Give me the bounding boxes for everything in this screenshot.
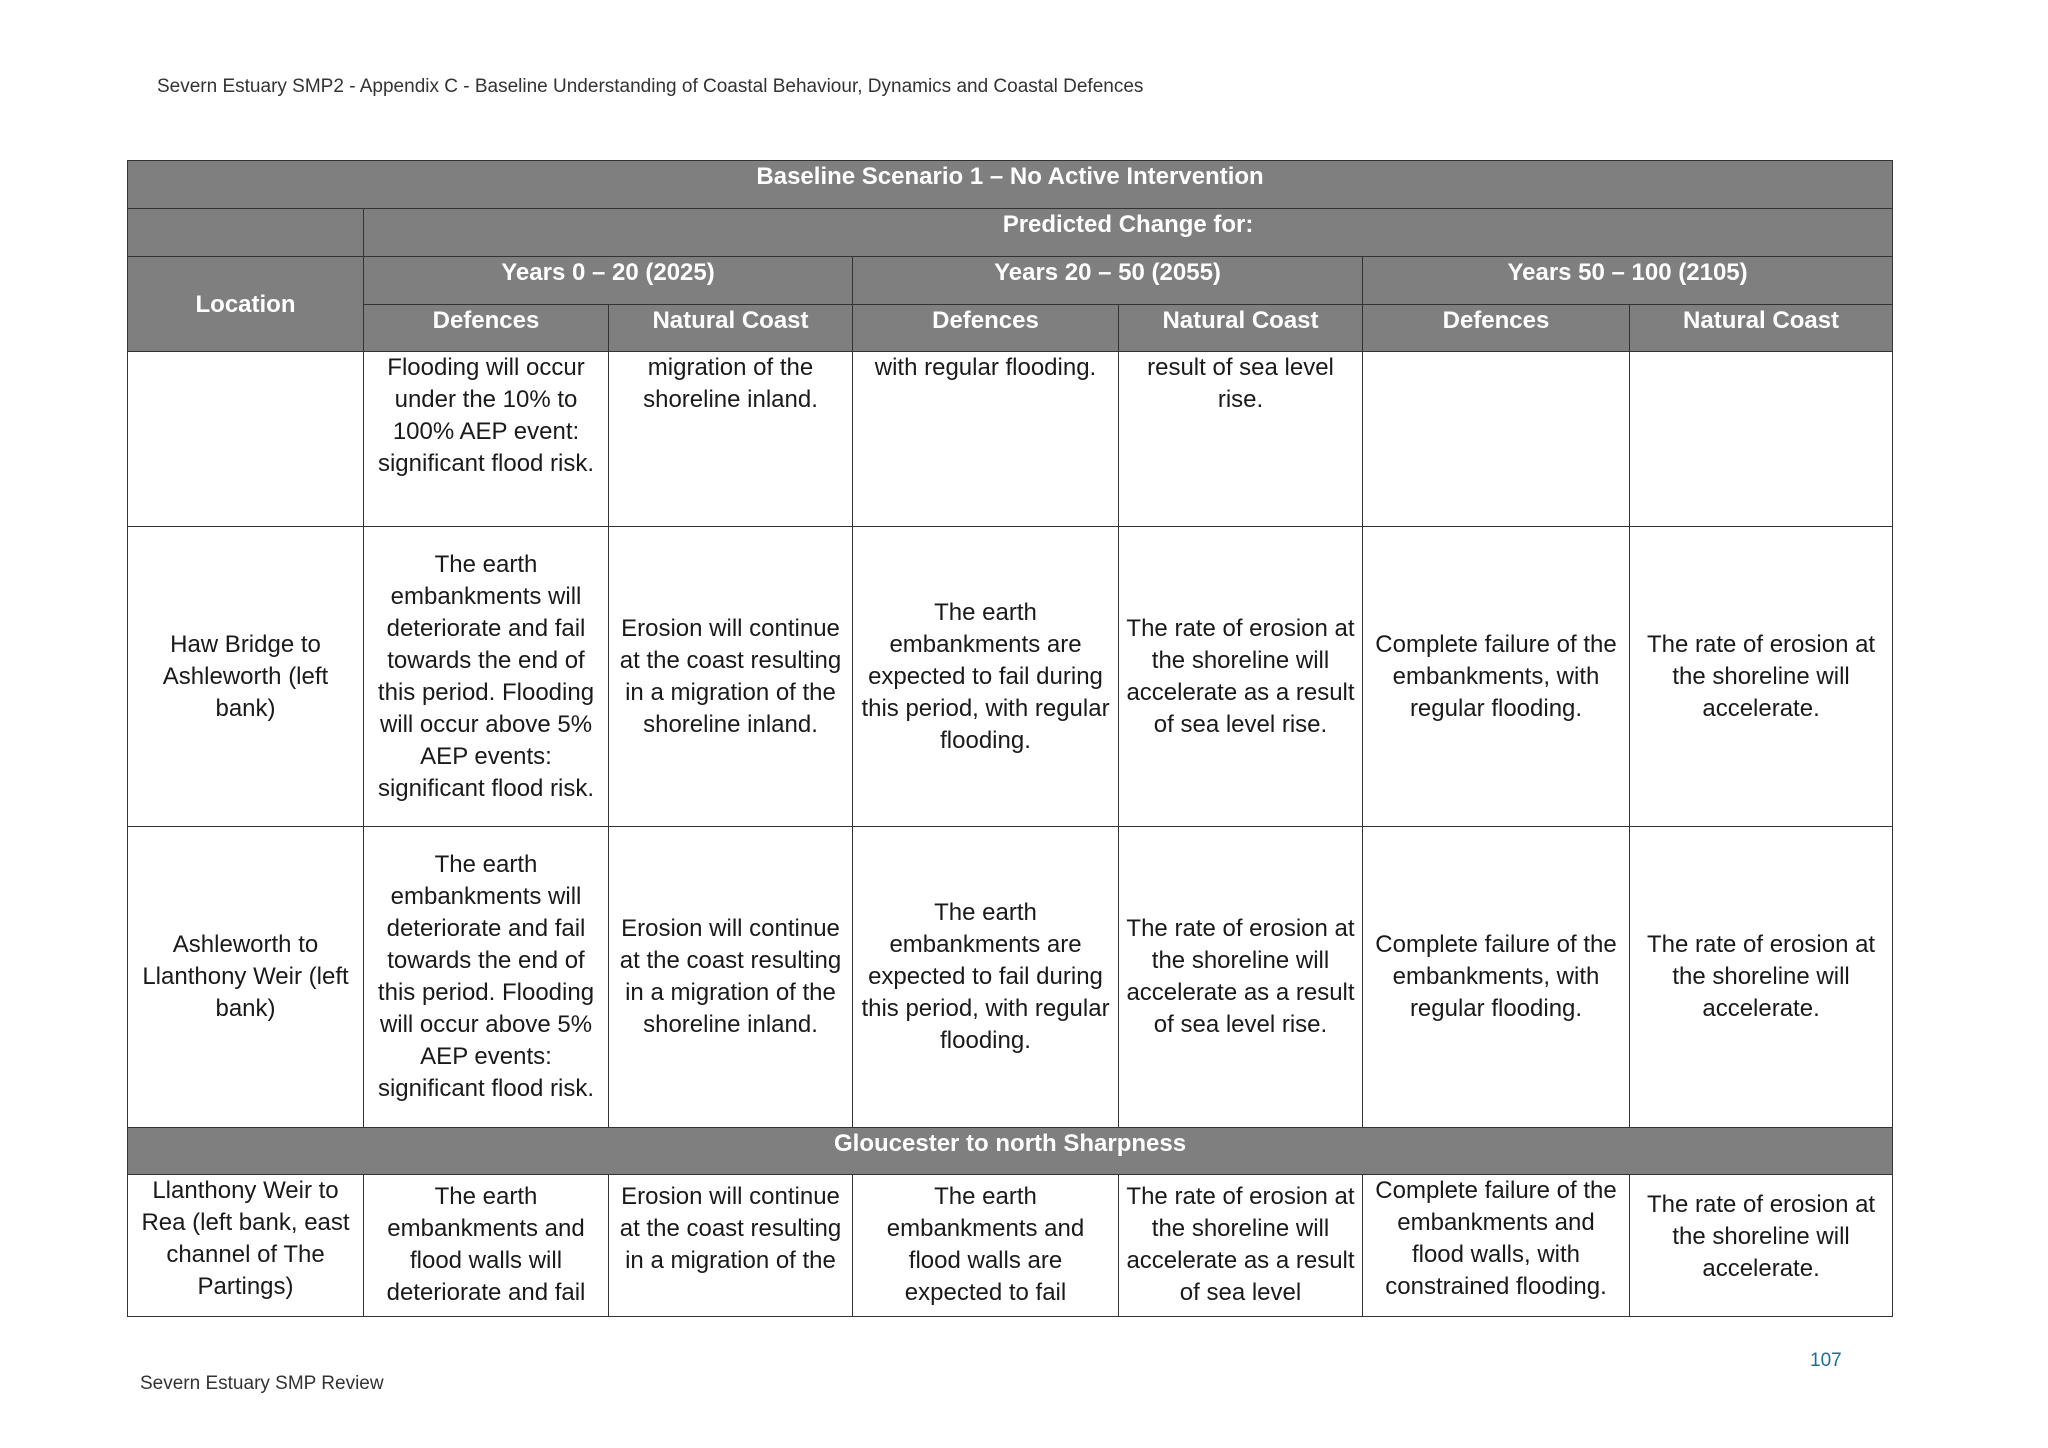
- location-cell: Llanthony Weir to Rea (left bank, east channel of The Partings): [128, 1175, 364, 1317]
- epoch-header-3: Years 50 – 100 (2105): [1363, 257, 1893, 305]
- location-header: Location: [128, 257, 364, 352]
- natural-coast-header: Natural Coast: [1630, 305, 1893, 352]
- table-cell: [1630, 352, 1893, 527]
- page-footer: Severn Estuary SMP Review: [140, 1373, 384, 1394]
- epoch-header-2: Years 20 – 50 (2055): [853, 257, 1363, 305]
- table-cell: migration of the shoreline inland.: [609, 352, 853, 527]
- table-cell: Complete failure of the embankments and flood walls, with constrained flooding.: [1363, 1175, 1630, 1317]
- header-empty-cell: [128, 209, 364, 257]
- section-label: Gloucester to north Sharpness: [128, 1128, 1893, 1175]
- defences-header: Defences: [1363, 305, 1630, 352]
- natural-coast-header: Natural Coast: [1119, 305, 1363, 352]
- defences-header: Defences: [364, 305, 609, 352]
- table-cell: Flooding will occur under the 10% to 100% AEP event: significant flood risk.: [364, 352, 609, 527]
- table-cell: Complete failure of the embankments, with regular flooding.: [1363, 827, 1630, 1128]
- table-cell: [1363, 352, 1630, 527]
- table-row: [128, 527, 1893, 827]
- table-cell: The earth embankments are expected to fail during this period, with regular flooding.: [853, 527, 1119, 827]
- table-cell: The earth embankments are expected to fail during this period, with regular flooding.: [853, 827, 1119, 1128]
- table-row: [128, 1175, 1893, 1317]
- baseline-scenario-table: [127, 160, 1893, 1317]
- location-cell: Ashleworth to Llanthony Weir (left bank): [128, 827, 364, 1128]
- table-cell: The rate of erosion at the shoreline will accelerate as a result of sea level: [1119, 1175, 1363, 1317]
- epoch-header-1: Years 0 – 20 (2025): [364, 257, 853, 305]
- table-title: Baseline Scenario 1 – No Active Intervention: [128, 161, 1893, 209]
- table-cell: The rate of erosion at the shoreline will accelerate as a result of sea level rise.: [1119, 527, 1363, 827]
- table-cell: The rate of erosion at the shoreline will accelerate as a result of sea level rise.: [1119, 827, 1363, 1128]
- table-cell: Complete failure of the embankments, with regular flooding.: [1363, 527, 1630, 827]
- table-cell: The rate of erosion at the shoreline will accelerate.: [1630, 1175, 1893, 1317]
- page-number: 107: [1810, 1350, 1842, 1371]
- table-cell: The earth embankments and flood walls will deteriorate and fail: [364, 1175, 609, 1317]
- defences-header: Defences: [853, 305, 1119, 352]
- table-cell: The earth embankments will deteriorate and fail towards the end of this period. Flooding will occur above 5% AEP events: significant flood risk.: [364, 827, 609, 1128]
- table-row: [128, 827, 1893, 1128]
- predicted-change-header: Predicted Change for:: [364, 209, 1893, 257]
- table-cell: The earth embankments and flood walls are expected to fail: [853, 1175, 1119, 1317]
- natural-coast-header: Natural Coast: [609, 305, 853, 352]
- table-cell: result of sea level rise.: [1119, 352, 1363, 527]
- table-cell: The earth embankments will deteriorate and fail towards the end of this period. Flooding will occur above 5% AEP events: significant flood risk.: [364, 527, 609, 827]
- table-cell: Erosion will continue at the coast resulting in a migration of the: [609, 1175, 853, 1317]
- page-header: Severn Estuary SMP2 - Appendix C - Baseline Understanding of Coastal Behaviour, Dynamics and Coastal Defences: [157, 76, 1144, 97]
- table-cell: The rate of erosion at the shoreline will accelerate.: [1630, 827, 1893, 1128]
- table-cell: Erosion will continue at the coast resulting in a migration of the shoreline inland.: [609, 527, 853, 827]
- table-cell: with regular flooding.: [853, 352, 1119, 527]
- location-cell: Haw Bridge to Ashleworth (left bank): [128, 527, 364, 827]
- table-row: [128, 352, 1893, 527]
- location-cell: [128, 352, 364, 527]
- section-row: [128, 1128, 1893, 1175]
- table-cell: The rate of erosion at the shoreline will accelerate.: [1630, 527, 1893, 827]
- table-cell: Erosion will continue at the coast resulting in a migration of the shoreline inland.: [609, 827, 853, 1128]
